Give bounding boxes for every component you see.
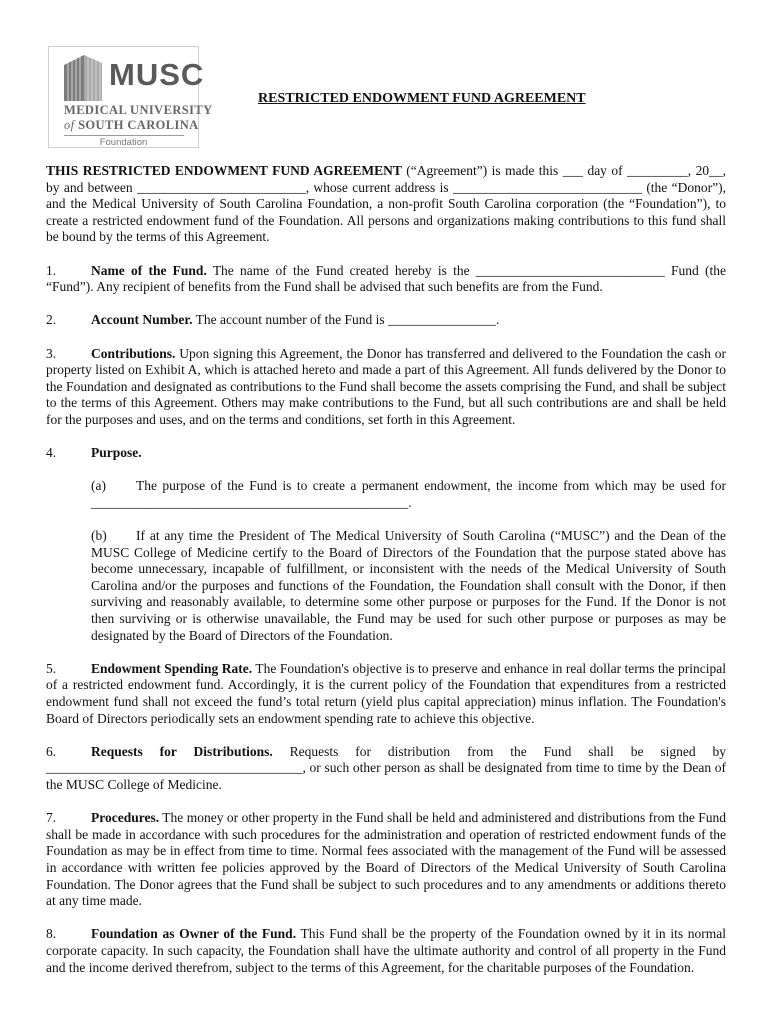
section-4: 4. Purpose. bbox=[46, 445, 142, 461]
logo-foundation-label: Foundation bbox=[99, 137, 148, 148]
section-2: 2. Account Number. The account number of the Fund is ________________. bbox=[46, 312, 500, 328]
purpose-a: (a) The purpose of the Fund is to create a permanent endowment, the income from which may be used for _______________________________________________. bbox=[91, 478, 726, 510]
logo-line-2: of SOUTH CAROLINA bbox=[64, 118, 199, 132]
section-5: 5. Endowment Spending Rate. The Foundation's objective is to preserve and enhance in real dollar terms the principal of a restricted endowment fund. Accordingly, it is the current policy of the Foundation that expenditures from a restricted endowment fund shall not exceed the fund’s total return (yield plus capital appreciation) minus inflation. The Foundation's Board of Directors periodically sets an endowment spending rate to achieve this objective. bbox=[46, 660, 726, 726]
section-6: 6. Requests for Distributions. Requests for distribution from the Fund shall be signed by ______________________________________, or such other person as shall be designated from time to time by the Dean of the MUSC College of Medicine. bbox=[46, 743, 726, 792]
intro-paragraph: THIS RESTRICTED ENDOWMENT FUND AGREEMENT (“Agreement”) is made this ___ day of _________, 20__, by and between _________________________, whose current address is ____________________________ (the “Donor”), and the Medical University of South Carolina Foundation, a non-profit South Carolina corporation (the “Foundation”), to create a restricted endowment fund of the Foundation. All persons and organizations making contributions to this fund shall be bound by the terms of this Agreement. bbox=[46, 163, 727, 245]
logo-divider bbox=[64, 135, 184, 136]
logo-line-1: MEDICAL UNIVERSITY bbox=[64, 103, 213, 117]
musc-foundation-logo bbox=[48, 46, 213, 148]
section-1: 1. Name of the Fund. The name of the Fund created hereby is the ____________________________ Fund (the “Fund”). Any recipient of benefits from the Fund shall be advised that such benefits are from the Fund. bbox=[46, 262, 727, 295]
document-title: RESTRICTED ENDOWMENT FUND AGREEMENT bbox=[258, 91, 586, 106]
section-8: 8. Foundation as Owner of the Fund. This Fund shall be the property of the Foundation owned by it in its normal corporate capacity. In such capacity, the Foundation shall have the ultimate authority and control of all property in the Fund and the income derived therefrom, subject to the terms of this Agreement, for the charitable purposes of the Foundation. bbox=[46, 926, 726, 975]
agreement-body bbox=[46, 163, 726, 976]
building-icon bbox=[62, 53, 106, 103]
section-7: 7. Procedures. The money or other property in the Fund shall be held and administered and distributions from the Fund shall be made in accordance with such procedures for the administration and operation of restricted endowment funds of the Foundation as may be in effect from time to time. Normal fees associated with the management of the Fund will be assessed in accordance with written fee policies approved by the Board of Directors of the Medical University of South Carolina Foundation. The Donor agrees that the Fund shall be subject to such procedures and to any amendments or additions thereto at any time made. bbox=[46, 810, 726, 909]
logo-wordmark: MUSC bbox=[109, 57, 205, 92]
section-3: 3. Contributions. Upon signing this Agreement, the Donor has transferred and delivered to the Foundation the cash or property listed on Exhibit A, which is attached hereto and made a part of this Agreement. All funds delivered by the Donor to the Foundation and designated as contributions to the Fund shall become the assets comprising the Fund, and shall be subject to the terms of this Agreement. Others may make contributions to the Fund, but all such contributions are and shall be held for the purposes and uses, and on the terms and conditions, set forth in this Agreement. bbox=[46, 345, 726, 427]
purpose-b: (b) If at any time the President of The Medical University of South Carolina (“MUSC”) and the Dean of the MUSC College of Medicine certify to the Board of Directors of the Foundation that the purpose stated above has become unnecessary, incapable of fulfillment, or inconsistent with the needs of the Medical University of South Carolina and/or the purposes and functions of the Foundation, the Foundation shall consult with the Donor, if then surviving and reasonably available, to determine some other purpose or purposes for the Fund. If the Donor is not then surviving or is otherwise unavailable, the Fund may be used for such other purpose or purposes as may be designated by the Board of Directors of the Foundation. bbox=[91, 528, 726, 643]
